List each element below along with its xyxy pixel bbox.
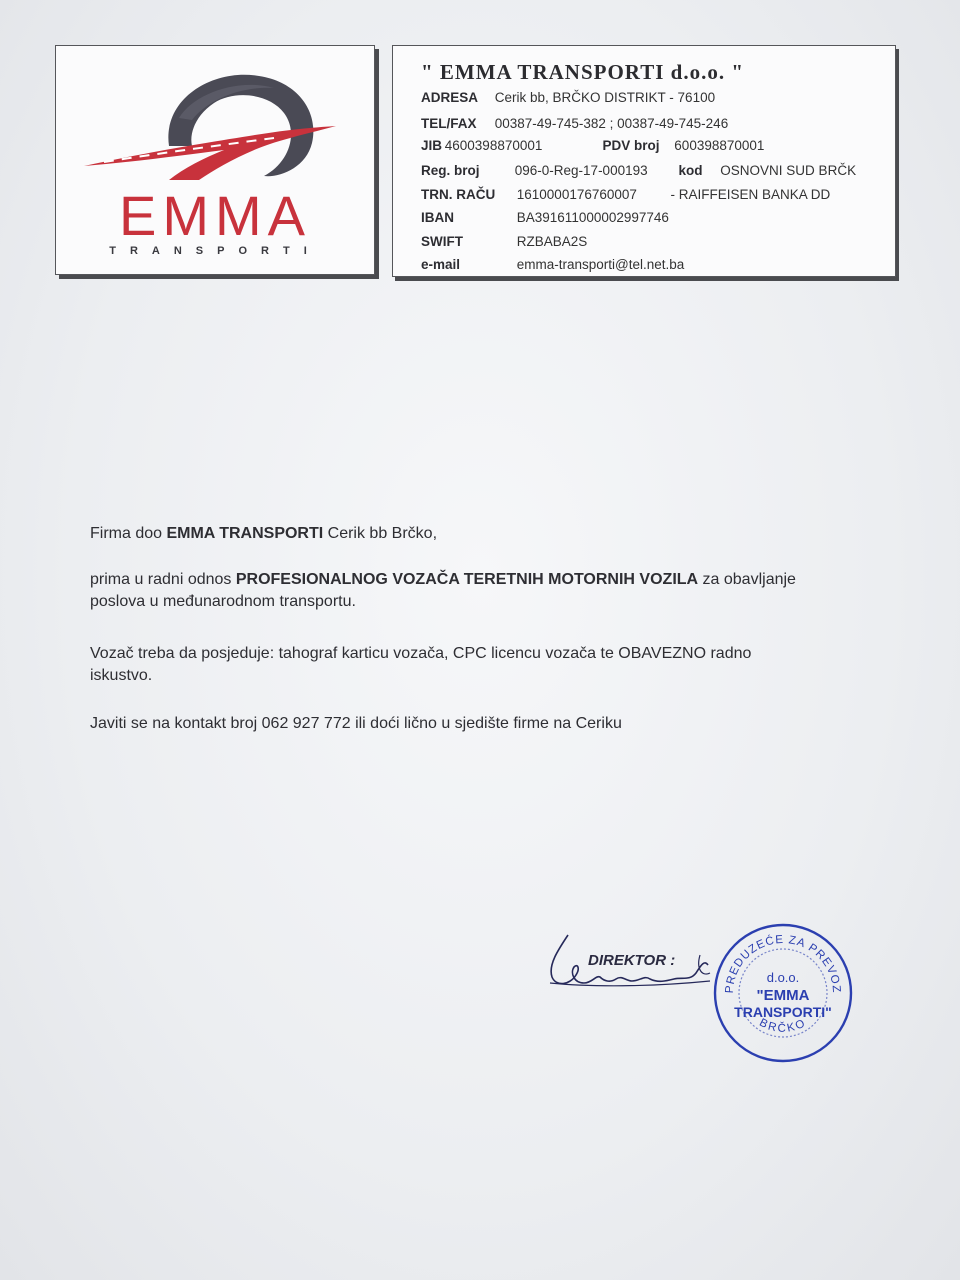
email-row bbox=[421, 257, 684, 272]
paragraph-requirements bbox=[90, 643, 880, 687]
swift-value: RZBABA2S bbox=[516, 234, 588, 249]
telfax-label: TEL/FAX bbox=[421, 116, 477, 131]
job-title-bold: PROFESIONALNOG VOZAČA TERETNIH MOTORNIH VOZILA bbox=[235, 571, 699, 588]
text: za obavljanje bbox=[698, 571, 796, 588]
road-logo-icon bbox=[74, 58, 364, 183]
requirements-line-1: Vozač treba da posjeduje: tahograf karticu vozača, CPC licencu vozača te OBAVEZNO radno bbox=[90, 645, 752, 662]
paragraph-job bbox=[90, 569, 880, 613]
swift-label: SWIFT bbox=[421, 234, 463, 249]
stamp-line-3: TRANSPORTI" bbox=[734, 1004, 832, 1020]
stamp-ring-top: PREDUZEĆE ZA PREVOZ bbox=[723, 933, 843, 994]
iban-value: BA391611000002997746 bbox=[516, 210, 669, 225]
jib-label: JIB bbox=[421, 138, 443, 153]
email-label: e-mail bbox=[421, 257, 461, 272]
address-value: Cerik bb, BRČKO DISTRIKT - 76100 bbox=[494, 90, 716, 105]
reg-label: Reg. broj bbox=[421, 163, 480, 178]
job-line-2: poslova u međunarodnom transportu. bbox=[90, 593, 356, 610]
address-row bbox=[421, 90, 715, 105]
court-value: OSNOVNI SUD BRČK bbox=[720, 163, 857, 178]
pdv-value: 600398870001 bbox=[674, 138, 765, 153]
paragraph-company bbox=[90, 523, 880, 545]
account-value: 1610000176760007 bbox=[516, 187, 637, 202]
email-value: emma-transporti@tel.net.ba bbox=[516, 257, 685, 272]
telfax-row bbox=[421, 116, 728, 131]
company-stamp bbox=[710, 920, 856, 1066]
address-label: ADRESA bbox=[421, 90, 479, 105]
logo-wordmark: EMMA bbox=[119, 184, 311, 247]
swift-row bbox=[421, 234, 587, 249]
job-line-1 bbox=[90, 569, 880, 591]
contact-line: Javiti se na kontakt broj 062 927 772 ili doći lično u sjedište firme na Ceriku bbox=[90, 715, 622, 732]
paragraph-contact bbox=[90, 713, 880, 735]
account-row bbox=[421, 187, 830, 202]
pdv-label: PDV broj bbox=[602, 138, 660, 153]
reg-value: 096-0-Reg-17-000193 bbox=[514, 163, 648, 178]
stamp-line-1: d.o.o. bbox=[766, 970, 800, 985]
requirements-line-2: iskustvo. bbox=[90, 667, 153, 684]
company-name-bold: EMMA TRANSPORTI bbox=[166, 525, 324, 542]
jib-value: 4600398870001 bbox=[444, 138, 543, 153]
court-label: kod bbox=[678, 163, 703, 178]
company-logo bbox=[55, 45, 375, 275]
telfax-value: 00387-49-745-382 ; 00387-49-745-246 bbox=[494, 116, 729, 131]
jib-pdv-row bbox=[421, 138, 764, 153]
stamp-ring-bottom: BRČKO bbox=[757, 1016, 809, 1035]
logo-subtitle: TRANSPORTI bbox=[109, 245, 321, 257]
text: Cerik bb Brčko, bbox=[323, 525, 438, 542]
company-name: " EMMA TRANSPORTI d.o.o. " bbox=[421, 60, 744, 84]
text: Firma doo bbox=[90, 525, 167, 542]
bank-name: - RAIFFEISEN BANKA DD bbox=[670, 187, 831, 202]
iban-row bbox=[421, 210, 669, 225]
director-label: DIREKTOR : bbox=[588, 952, 676, 969]
reg-row bbox=[421, 163, 856, 178]
stamp-line-2: "EMMA bbox=[756, 987, 810, 1004]
text: prima u radni odnos bbox=[90, 571, 236, 588]
account-label: TRN. RAČU bbox=[421, 187, 496, 202]
company-info-box bbox=[392, 45, 896, 277]
iban-label: IBAN bbox=[421, 210, 454, 225]
